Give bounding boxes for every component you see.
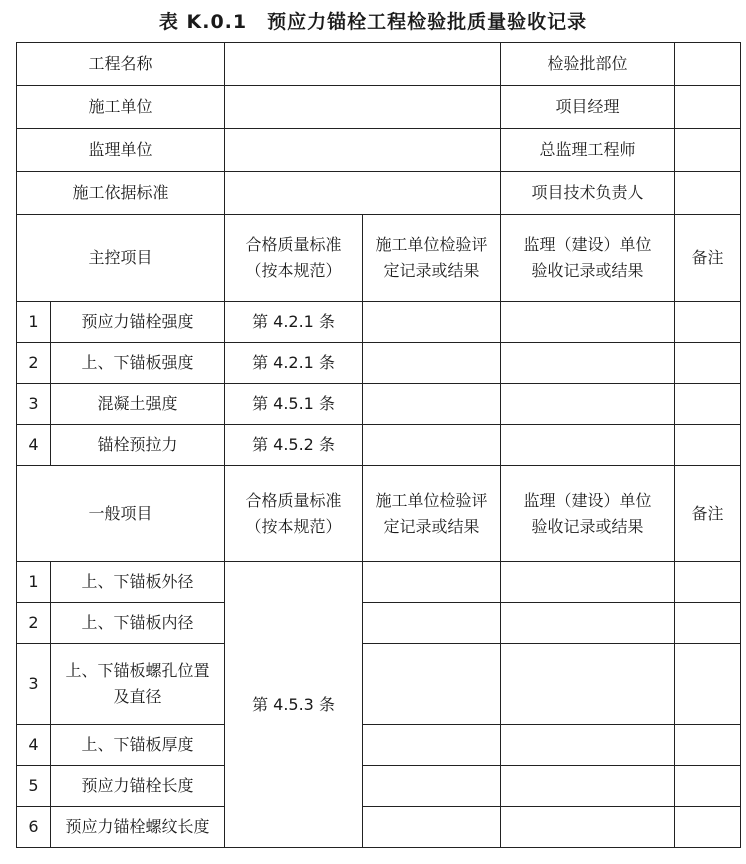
- item-name: 预应力锚栓强度: [51, 302, 225, 343]
- column-header-supervision: [501, 215, 675, 302]
- item-number: 3: [17, 644, 51, 725]
- item-number: 4: [17, 725, 51, 766]
- column-header-remark: 备注: [675, 466, 741, 562]
- supervision-result-cell[interactable]: [501, 807, 675, 848]
- item-number: 2: [17, 343, 51, 384]
- header-value-cell[interactable]: [675, 129, 741, 172]
- header-label: 项目技术负责人: [501, 172, 675, 215]
- item-standard: 第 4.2.1 条: [225, 343, 363, 384]
- supervision-result-cell[interactable]: [501, 766, 675, 807]
- table-title: 表 K.0.1 预应力锚栓工程检验批质量验收记录: [158, 11, 588, 33]
- construction-result-cell[interactable]: [363, 644, 501, 725]
- item-name: 混凝土强度: [51, 384, 225, 425]
- header-line: 验收记录或结果: [531, 516, 644, 536]
- section-label: 主控项目: [17, 215, 225, 302]
- item-name: 上、下锚板内径: [51, 603, 225, 644]
- table-row: [17, 562, 741, 603]
- header-line: 监理（建设）单位: [523, 235, 652, 254]
- header-value-cell[interactable]: [675, 43, 741, 86]
- item-name-line: 上、下锚板螺孔位置: [65, 661, 210, 680]
- item-name: 预应力锚栓长度: [51, 766, 225, 807]
- construction-result-cell[interactable]: [363, 603, 501, 644]
- header-row: [17, 172, 741, 215]
- table-row: [17, 807, 741, 848]
- header-line: 合格质量标准: [245, 490, 342, 510]
- header-value-cell[interactable]: [225, 86, 501, 129]
- construction-result-cell[interactable]: [363, 302, 501, 343]
- item-standard-shared: 第 4.5.3 条: [225, 562, 363, 848]
- column-header-construction: [363, 466, 501, 562]
- item-name: 上、下锚板强度: [51, 343, 225, 384]
- construction-result-cell[interactable]: [363, 725, 501, 766]
- column-header-standard: [225, 466, 363, 562]
- construction-result-cell[interactable]: [363, 807, 501, 848]
- table-row: [17, 343, 741, 384]
- header-value-cell[interactable]: [225, 129, 501, 172]
- header-label: 检验批部位: [501, 43, 675, 86]
- header-line: 施工单位检验评: [375, 490, 488, 510]
- header-line: （按本规范）: [245, 261, 342, 280]
- construction-result-cell[interactable]: [363, 562, 501, 603]
- table-row: [17, 302, 741, 343]
- remark-cell[interactable]: [675, 807, 741, 848]
- item-name-line: 及直径: [113, 687, 162, 706]
- item-number: 2: [17, 603, 51, 644]
- section-header-row: [17, 466, 741, 562]
- item-number: 1: [17, 562, 51, 603]
- header-label: 施工单位: [17, 86, 225, 129]
- header-label: 施工依据标准: [17, 172, 225, 215]
- header-value-cell[interactable]: [225, 43, 501, 86]
- supervision-result-cell[interactable]: [501, 644, 675, 725]
- header-row: [17, 86, 741, 129]
- remark-cell[interactable]: [675, 562, 741, 603]
- remark-cell[interactable]: [675, 302, 741, 343]
- remark-cell[interactable]: [675, 603, 741, 644]
- column-header-supervision: [501, 466, 675, 562]
- construction-result-cell[interactable]: [363, 425, 501, 466]
- item-number: 1: [17, 302, 51, 343]
- header-line: （按本规范）: [245, 516, 342, 536]
- table-row: [17, 644, 741, 725]
- item-number: 4: [17, 425, 51, 466]
- construction-result-cell[interactable]: [363, 343, 501, 384]
- header-label: 项目经理: [501, 86, 675, 129]
- item-number: 6: [17, 807, 51, 848]
- header-value-cell[interactable]: [225, 172, 501, 215]
- header-row: [17, 129, 741, 172]
- remark-cell[interactable]: [675, 725, 741, 766]
- remark-cell[interactable]: [675, 343, 741, 384]
- table-row: [17, 425, 741, 466]
- header-line: 定记录或结果: [383, 261, 480, 280]
- item-standard: 第 4.5.2 条: [225, 425, 363, 466]
- column-header-remark: 备注: [675, 215, 741, 302]
- inspection-record-table: [16, 42, 741, 848]
- table-row: [17, 766, 741, 807]
- construction-result-cell[interactable]: [363, 384, 501, 425]
- item-name: 上、下锚板外径: [51, 562, 225, 603]
- supervision-result-cell[interactable]: [501, 425, 675, 466]
- supervision-result-cell[interactable]: [501, 725, 675, 766]
- section-label: 一般项目: [17, 466, 225, 562]
- item-standard: 第 4.2.1 条: [225, 302, 363, 343]
- item-standard: 第 4.5.1 条: [225, 384, 363, 425]
- header-line: 施工单位检验评: [375, 235, 488, 254]
- item-name: 上、下锚板厚度: [51, 725, 225, 766]
- supervision-result-cell[interactable]: [501, 562, 675, 603]
- column-header-construction: [363, 215, 501, 302]
- header-row: [17, 43, 741, 86]
- supervision-result-cell[interactable]: [501, 302, 675, 343]
- table-row: [17, 725, 741, 766]
- remark-cell[interactable]: [675, 644, 741, 725]
- header-label: 监理单位: [17, 129, 225, 172]
- remark-cell[interactable]: [675, 384, 741, 425]
- supervision-result-cell[interactable]: [501, 343, 675, 384]
- header-line: 合格质量标准: [245, 235, 342, 254]
- table-row: [17, 384, 741, 425]
- remark-cell[interactable]: [675, 425, 741, 466]
- supervision-result-cell[interactable]: [501, 384, 675, 425]
- item-name: 预应力锚栓螺纹长度: [51, 807, 225, 848]
- header-label: 总监理工程师: [501, 129, 675, 172]
- remark-cell[interactable]: [675, 766, 741, 807]
- item-number: 3: [17, 384, 51, 425]
- header-value-cell[interactable]: [675, 86, 741, 129]
- item-name: [51, 644, 225, 725]
- column-header-standard: [225, 215, 363, 302]
- section-header-row: [17, 215, 741, 302]
- construction-result-cell[interactable]: [363, 766, 501, 807]
- supervision-result-cell[interactable]: [501, 603, 675, 644]
- header-line: 验收记录或结果: [531, 261, 644, 280]
- item-name: 锚栓预拉力: [51, 425, 225, 466]
- table-row: [17, 603, 741, 644]
- header-label: 工程名称: [17, 43, 225, 86]
- header-line: 定记录或结果: [383, 516, 480, 536]
- item-number: 5: [17, 766, 51, 807]
- header-line: 监理（建设）单位: [523, 490, 652, 510]
- header-value-cell[interactable]: [675, 172, 741, 215]
